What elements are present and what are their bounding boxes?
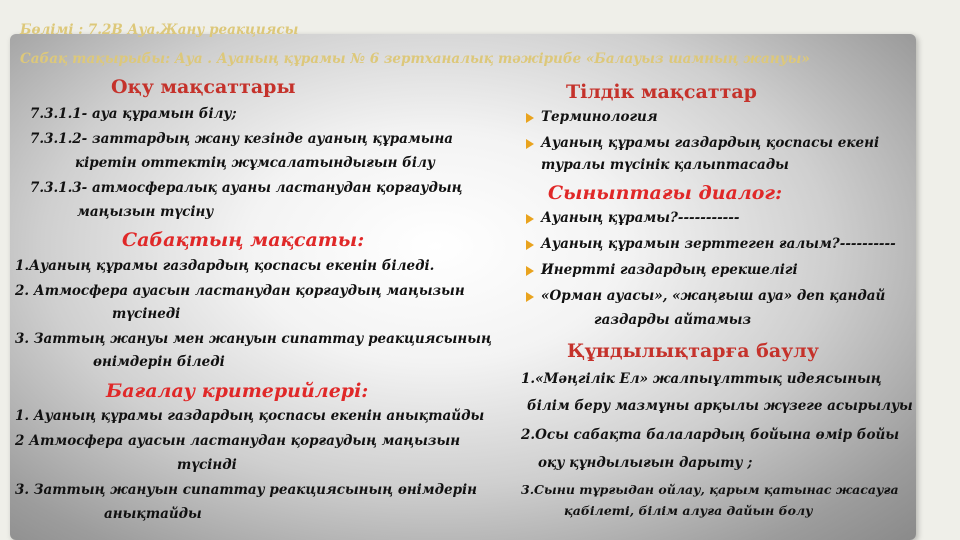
lesson-goal: өнімдерін біледі: [93, 354, 225, 370]
language-objective: Терминология: [541, 109, 658, 125]
assessment-criterion: 2 Атмосфера ауасын ластанудан қорғаудың маңызын: [15, 433, 461, 449]
dialogue-question: «Орман ауасы», «жаңғыш ауа» деп қандай: [541, 288, 886, 304]
dialogue-question: Ауаның құрамы?-----------: [541, 210, 740, 226]
lesson-goal: 3. Заттың жануы мен жануын сипаттау реакциясының: [15, 331, 492, 347]
dialogue-question: Инертті газдардың ерекшелігі: [541, 262, 798, 278]
learning-objectives-title: Оқу мақсаттары: [111, 76, 296, 98]
dialogue-question: газдарды айтамыз: [594, 312, 752, 328]
bullet-arrow-icon: [526, 214, 534, 224]
assessment-criterion: 1. Ауаның құрамы газдардың қоспасы екенін анықтайды: [15, 408, 485, 424]
assessment-criteria-title: Бағалау критерийлері:: [106, 380, 369, 402]
lesson-goals-title: Сабақтың мақсаты:: [122, 229, 365, 251]
language-objective: Ауаның құрамы газдардың қоспасы екені: [541, 135, 880, 151]
dialogue-question: Ауаның құрамын зерттеген ғалым?----------: [541, 236, 896, 252]
learning-objective: 7.3.1.1- ауа құрамын білу;: [30, 106, 237, 122]
assessment-criterion: 3. Заттың жануын сипаттау реакциясының өнімдерін: [15, 482, 478, 498]
class-dialogue-title: Сыныптағы диалог:: [548, 182, 783, 204]
bullet-arrow-icon: [526, 292, 534, 302]
bullet-arrow-icon: [526, 266, 534, 276]
section-header: Бөлімі : 7.2В Ауа.Жану реакциясы: [20, 22, 299, 38]
lesson-topic-header: Сабақ тақырыбы: Ауа . Ауаның құрамы № 6 зертханалық тәжірибе «Балауыз шамның жануы»: [20, 51, 810, 67]
lesson-goal: 1.Ауаның құрамы газдардың қоспасы екенін біледі.: [15, 258, 435, 274]
language-objective: туралы түсінік қалыптасады: [541, 157, 789, 173]
value-item: 2.Осы сабақта балалардың бойына өмір бойы: [521, 427, 900, 443]
bullet-arrow-icon: [526, 240, 534, 250]
learning-objective: кіретін оттектің жұмсалатындығын білу: [75, 155, 436, 171]
value-item: оқу құндылығын дарыту ;: [538, 455, 753, 471]
assessment-criterion: түсінді: [177, 457, 237, 473]
value-item: 3.Сыни тұрғыдан ойлау, қарым қатынас жасауға: [521, 482, 899, 497]
learning-objective: 7.3.1.2- заттардың жану кезінде ауаның құрамына: [30, 131, 454, 147]
assessment-criterion: анықтайды: [104, 506, 202, 522]
value-item: 1.«Мәңгілік Ел» жалпыұлттық идеясының: [521, 371, 882, 387]
bullet-arrow-icon: [526, 139, 534, 149]
language-objectives-title: Тілдік мақсаттар: [566, 81, 757, 103]
lesson-goal: 2. Атмосфера ауасын ластанудан қорғаудың маңызын: [15, 283, 465, 299]
values-title: Құндылықтарға баулу: [567, 340, 819, 362]
learning-objective: 7.3.1.3- атмосфералық ауаны ластанудан қорғаудың: [30, 180, 463, 196]
bullet-arrow-icon: [526, 113, 534, 123]
lesson-goal: түсінеді: [112, 306, 181, 322]
value-item: білім беру мазмұны арқылы жүзеге асырылуы: [527, 398, 913, 414]
value-item: қабілеті, білім алуға дайын болу: [564, 503, 813, 518]
learning-objective: маңызын түсіну: [77, 204, 214, 220]
